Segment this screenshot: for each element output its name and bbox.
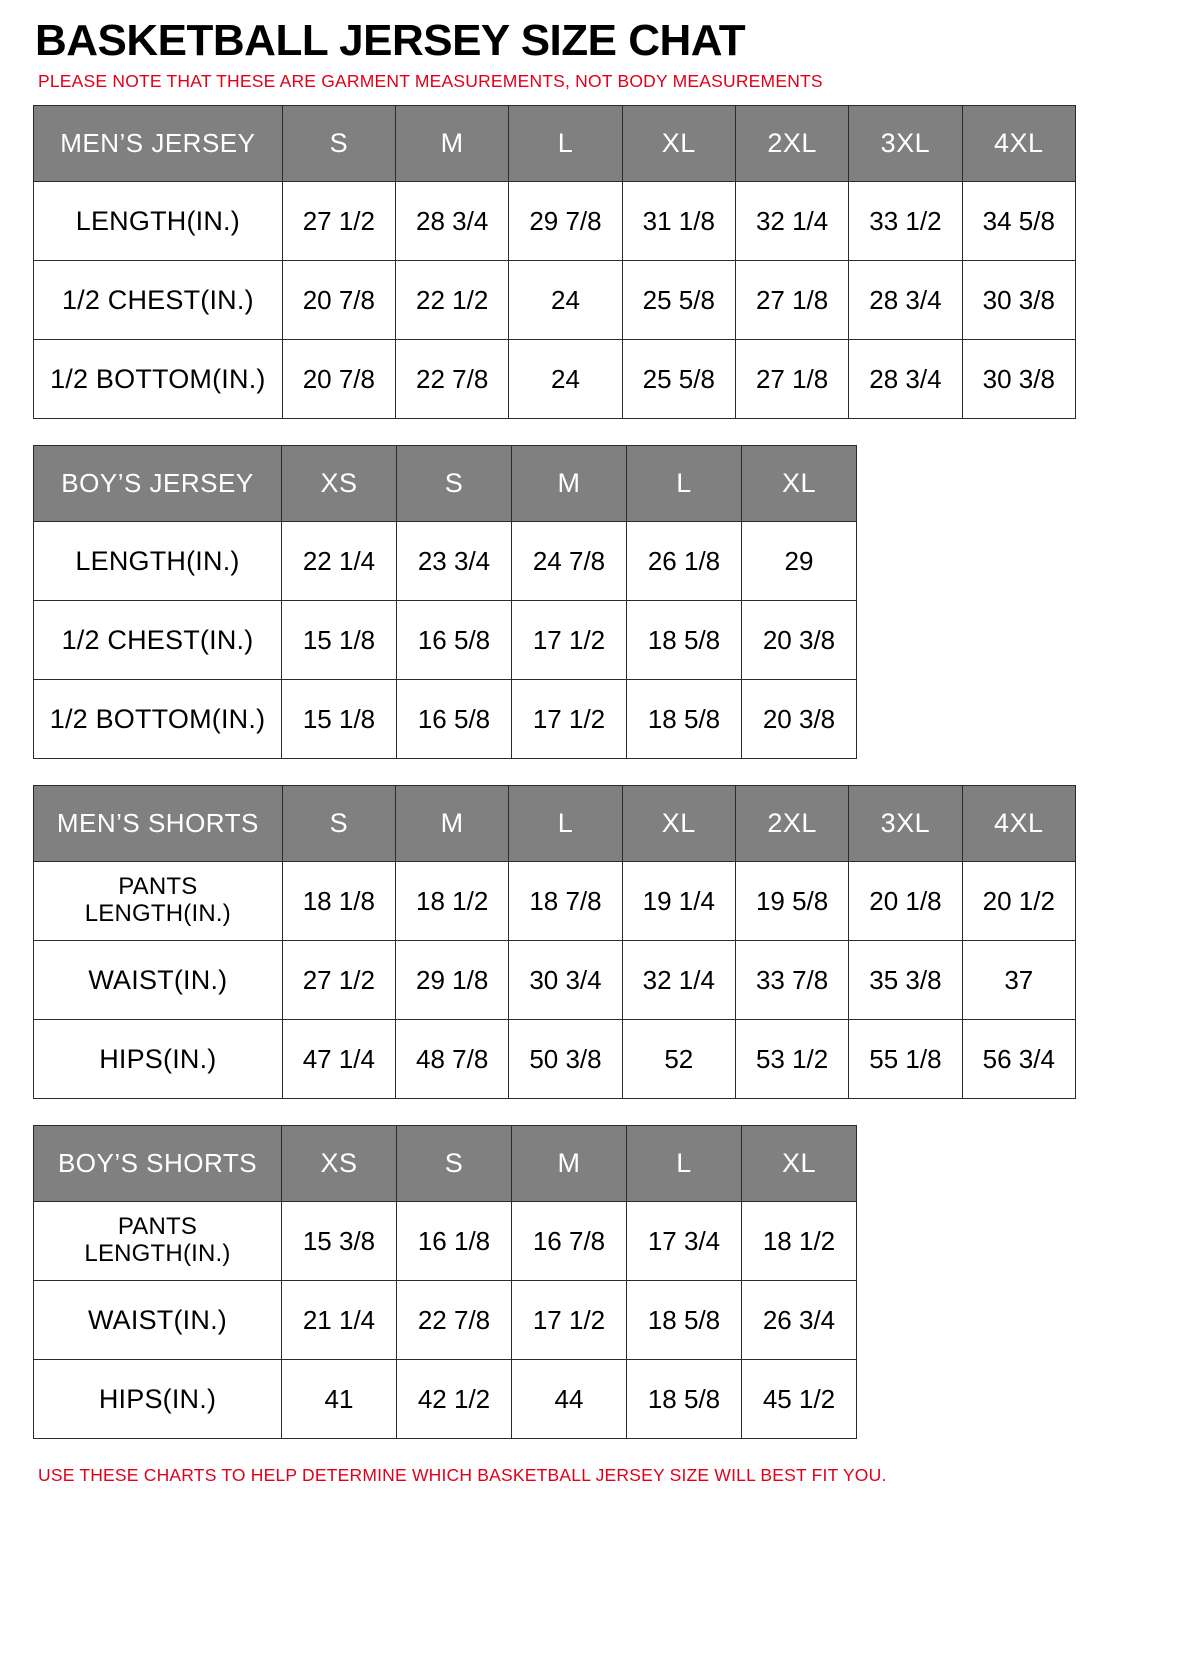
table-header-row [34, 106, 1076, 182]
size-header-cell: L [627, 1126, 742, 1202]
measurement-label-cell: LENGTH(IN.) [34, 522, 282, 601]
size-header-cell: M [512, 1126, 627, 1202]
size-header-cell: L [509, 786, 622, 862]
measurement-value-cell: 41 [282, 1360, 397, 1439]
table-title-cell: MEN’S SHORTS [34, 786, 283, 862]
measurement-value-cell: 33 7/8 [735, 941, 848, 1020]
measurement-value-cell: 18 5/8 [627, 1281, 742, 1360]
measurement-value-cell: 30 3/4 [509, 941, 622, 1020]
table-row [34, 1360, 857, 1439]
measurement-value-cell: 55 1/8 [849, 1020, 962, 1099]
measurement-label-cell: PANTS LENGTH(IN.) [34, 1202, 282, 1281]
table-row [34, 522, 857, 601]
measurement-value-cell: 32 1/4 [735, 182, 848, 261]
measurement-value-cell: 16 1/8 [397, 1202, 512, 1281]
size-header-cell: 3XL [849, 106, 962, 182]
size-header-cell: S [397, 1126, 512, 1202]
measurement-value-cell: 22 7/8 [397, 1281, 512, 1360]
table-row [34, 182, 1076, 261]
measurement-value-cell: 22 1/4 [282, 522, 397, 601]
measurement-value-cell: 20 7/8 [282, 261, 395, 340]
measurement-value-cell: 34 5/8 [962, 182, 1075, 261]
measurement-value-cell: 18 5/8 [627, 1360, 742, 1439]
size-header-cell: S [282, 106, 395, 182]
measurement-value-cell: 20 3/8 [742, 601, 857, 680]
measurement-value-cell: 26 1/8 [627, 522, 742, 601]
size-header-cell: S [282, 786, 395, 862]
size-header-cell: M [396, 106, 509, 182]
measurement-label-cell: WAIST(IN.) [34, 1281, 282, 1360]
size-header-cell: XS [282, 446, 397, 522]
table-row [34, 261, 1076, 340]
table-row [34, 601, 857, 680]
table-row [34, 680, 857, 759]
measurement-value-cell: 17 1/2 [512, 680, 627, 759]
measurement-value-cell: 50 3/8 [509, 1020, 622, 1099]
measurement-value-cell: 20 1/2 [962, 862, 1075, 941]
measurement-label-cell: LENGTH(IN.) [34, 182, 283, 261]
footer-note: USE THESE CHARTS TO HELP DETERMINE WHICH BASKETBALL JERSEY SIZE WILL BEST FIT YOU. [38, 1465, 887, 1486]
page-title: BASKETBALL JERSEY SIZE CHAT [35, 16, 746, 65]
measurement-label-cell: 1/2 BOTTOM(IN.) [34, 340, 283, 419]
table-title-cell: BOY’S SHORTS [34, 1126, 282, 1202]
measurement-value-cell: 15 1/8 [282, 601, 397, 680]
measurement-value-cell: 31 1/8 [622, 182, 735, 261]
measurement-value-cell: 48 7/8 [396, 1020, 509, 1099]
measurement-value-cell: 25 5/8 [622, 340, 735, 419]
measurement-value-cell: 30 3/8 [962, 261, 1075, 340]
measurement-value-cell: 27 1/8 [735, 340, 848, 419]
table-row [34, 1281, 857, 1360]
measurement-value-cell: 18 5/8 [627, 601, 742, 680]
measurement-value-cell: 29 [742, 522, 857, 601]
table-row [34, 941, 1076, 1020]
size-table-mens-shorts [33, 785, 1076, 1099]
measurement-value-cell: 30 3/8 [962, 340, 1075, 419]
measurement-value-cell: 20 1/8 [849, 862, 962, 941]
measurement-value-cell: 53 1/2 [735, 1020, 848, 1099]
measurement-value-cell: 16 5/8 [397, 601, 512, 680]
measurement-value-cell: 29 1/8 [396, 941, 509, 1020]
size-header-cell: XL [622, 106, 735, 182]
size-header-cell: S [397, 446, 512, 522]
size-table-mens-jersey [33, 105, 1076, 419]
measurement-value-cell: 19 1/4 [622, 862, 735, 941]
measurement-label-cell: 1/2 CHEST(IN.) [34, 601, 282, 680]
size-header-cell: M [396, 786, 509, 862]
size-header-cell: M [512, 446, 627, 522]
measurement-value-cell: 16 5/8 [397, 680, 512, 759]
measurement-value-cell: 20 7/8 [282, 340, 395, 419]
size-header-cell: 4XL [962, 786, 1075, 862]
measurement-value-cell: 33 1/2 [849, 182, 962, 261]
garment-measurement-note: PLEASE NOTE THAT THESE ARE GARMENT MEASUREMENTS, NOT BODY MEASUREMENTS [38, 71, 823, 92]
measurement-value-cell: 16 7/8 [512, 1202, 627, 1281]
measurement-value-cell: 28 3/4 [396, 182, 509, 261]
size-header-cell: L [627, 446, 742, 522]
measurement-value-cell: 35 3/8 [849, 941, 962, 1020]
measurement-value-cell: 18 1/2 [396, 862, 509, 941]
size-table-boys-jersey [33, 445, 857, 759]
measurement-value-cell: 15 3/8 [282, 1202, 397, 1281]
measurement-value-cell: 22 1/2 [396, 261, 509, 340]
table-header-row [34, 1126, 857, 1202]
measurement-value-cell: 45 1/2 [742, 1360, 857, 1439]
measurement-label-cell: 1/2 CHEST(IN.) [34, 261, 283, 340]
table-row [34, 340, 1076, 419]
measurement-value-cell: 47 1/4 [282, 1020, 395, 1099]
measurement-label-cell: 1/2 BOTTOM(IN.) [34, 680, 282, 759]
size-header-cell: XL [742, 1126, 857, 1202]
measurement-value-cell: 24 [509, 261, 622, 340]
measurement-value-cell: 23 3/4 [397, 522, 512, 601]
size-header-cell: XL [742, 446, 857, 522]
measurement-value-cell: 26 3/4 [742, 1281, 857, 1360]
measurement-value-cell: 27 1/2 [282, 182, 395, 261]
measurement-value-cell: 18 7/8 [509, 862, 622, 941]
measurement-value-cell: 42 1/2 [397, 1360, 512, 1439]
measurement-value-cell: 18 1/2 [742, 1202, 857, 1281]
measurement-value-cell: 32 1/4 [622, 941, 735, 1020]
table-title-cell: BOY’S JERSEY [34, 446, 282, 522]
table-header-row [34, 786, 1076, 862]
measurement-label-cell: HIPS(IN.) [34, 1020, 283, 1099]
measurement-value-cell: 15 1/8 [282, 680, 397, 759]
measurement-label-cell: PANTS LENGTH(IN.) [34, 862, 283, 941]
table-header-row [34, 446, 857, 522]
measurement-value-cell: 25 5/8 [622, 261, 735, 340]
size-tables-container [33, 105, 1170, 1439]
measurement-value-cell: 21 1/4 [282, 1281, 397, 1360]
measurement-value-cell: 37 [962, 941, 1075, 1020]
measurement-value-cell: 52 [622, 1020, 735, 1099]
measurement-label-cell: WAIST(IN.) [34, 941, 283, 1020]
size-header-cell: 4XL [962, 106, 1075, 182]
measurement-value-cell: 18 1/8 [282, 862, 395, 941]
measurement-value-cell: 29 7/8 [509, 182, 622, 261]
measurement-value-cell: 17 3/4 [627, 1202, 742, 1281]
measurement-value-cell: 44 [512, 1360, 627, 1439]
measurement-value-cell: 24 [509, 340, 622, 419]
size-header-cell: 2XL [735, 786, 848, 862]
size-header-cell: XS [282, 1126, 397, 1202]
measurement-value-cell: 27 1/8 [735, 261, 848, 340]
size-header-cell: L [509, 106, 622, 182]
size-header-cell: 2XL [735, 106, 848, 182]
measurement-value-cell: 56 3/4 [962, 1020, 1075, 1099]
measurement-value-cell: 18 5/8 [627, 680, 742, 759]
size-header-cell: XL [622, 786, 735, 862]
measurement-value-cell: 28 3/4 [849, 340, 962, 419]
table-row [34, 1020, 1076, 1099]
measurement-value-cell: 27 1/2 [282, 941, 395, 1020]
measurement-value-cell: 22 7/8 [396, 340, 509, 419]
measurement-value-cell: 20 3/8 [742, 680, 857, 759]
measurement-value-cell: 28 3/4 [849, 261, 962, 340]
table-row [34, 1202, 857, 1281]
measurement-value-cell: 19 5/8 [735, 862, 848, 941]
measurement-label-cell: HIPS(IN.) [34, 1360, 282, 1439]
size-header-cell: 3XL [849, 786, 962, 862]
size-table-boys-shorts [33, 1125, 857, 1439]
table-title-cell: MEN’S JERSEY [34, 106, 283, 182]
measurement-value-cell: 17 1/2 [512, 601, 627, 680]
measurement-value-cell: 17 1/2 [512, 1281, 627, 1360]
table-row [34, 862, 1076, 941]
measurement-value-cell: 24 7/8 [512, 522, 627, 601]
